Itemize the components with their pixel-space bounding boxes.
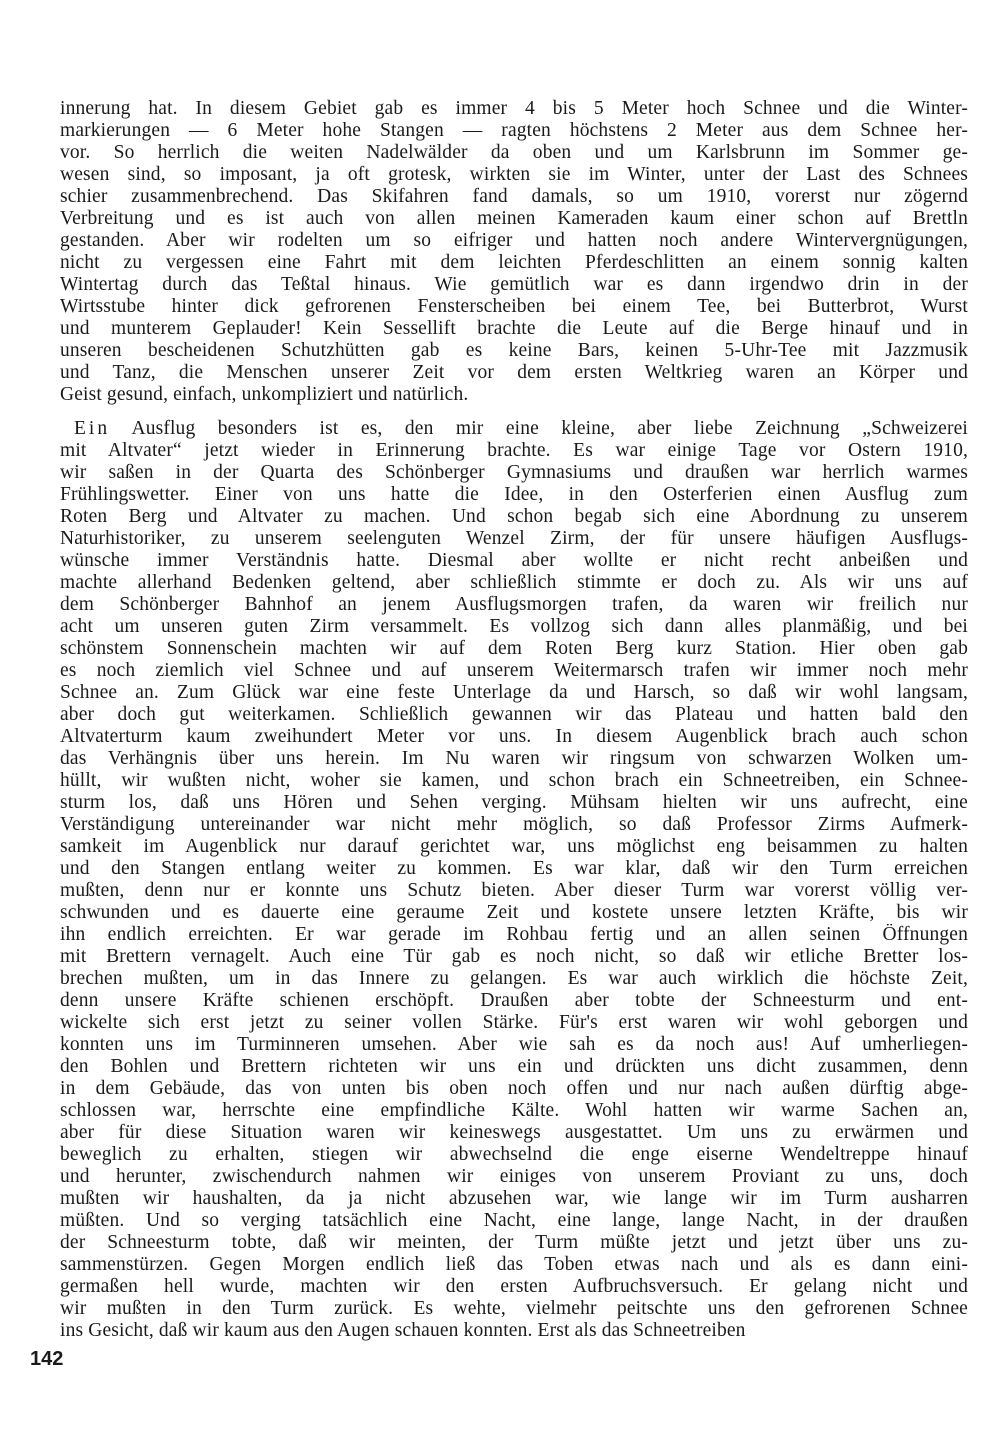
line-text: Ausflug besonders ist es, den mir eine kleine, aber liebe Zeichnung „Schweizerei [110, 418, 968, 439]
text-line: konnten uns im Turminneren umsehen. Aber wie sah es da noch aus! Auf umherliegen- [60, 1034, 968, 1055]
text-line: gestanden. Aber wir rodelten um so eifriger und hatten noch andere Wintervergnügungen, [60, 230, 968, 251]
text-line: und herunter, zwischendurch nahmen wir einiges von unserem Proviant zu uns, doch [60, 1166, 968, 1187]
text-line: Schnee an. Zum Glück war eine feste Unterlage da und Harsch, so daß wir wohl langsam, [60, 682, 968, 703]
text-line: Frühlingswetter. Einer von uns hatte die Idee, in den Osterferien einen Ausflug zum [60, 484, 968, 505]
text-line: mußten, denn nur er konnte uns Schutz bieten. Aber dieser Turm war vorerst völlig ver- [60, 880, 968, 901]
page-number: 142 [30, 1348, 64, 1370]
text-line: mußten wir haushalten, da ja nicht abzusehen war, wie lange wir im Turm ausharren [60, 1188, 968, 1209]
paragraph-2 [60, 418, 968, 1342]
text-line: Geist gesund, einfach, unkompliziert und natürlich. [60, 384, 469, 405]
text-line: germaßen hell wurde, machten wir den ersten Aufbruchsversuch. Er gelang nicht und [60, 1276, 968, 1297]
text-line: Wintertag durch das Teßtal hinaus. Wie gemütlich war es dann irgendwo drin in der [60, 274, 968, 295]
text-line: samkeit im Augenblick nur darauf gerichtet war, uns möglichst eng beisammen zu halten [60, 836, 968, 857]
text-line: schlossen war, herrschte eine empfindliche Kälte. Wohl hatten wir warme Sachen an, [60, 1100, 968, 1121]
text-line: aber doch gut weiterkamen. Schließlich gewannen wir das Plateau und hatten bald den [60, 704, 968, 725]
text-line: Roten Berg und Altvater zu machen. Und schon begab sich eine Abordnung zu unserem [60, 506, 968, 527]
text-line [60, 418, 968, 440]
paragraph-1 [60, 98, 968, 406]
text-line: innerung hat. In diesem Gebiet gab es immer 4 bis 5 Meter hoch Schnee und die Winter- [60, 98, 968, 119]
text-line: es noch ziemlich viel Schnee und auf unserem Weitermarsch trafen wir immer noch mehr [60, 660, 968, 681]
text-line: wir mußten in den Turm zurück. Es wehte, vielmehr peitschte uns den gefrorenen Schnee [60, 1298, 968, 1319]
text-line: acht um unseren guten Zirm versammelt. Es vollzog sich dann alles planmäßig, und bei [60, 616, 968, 637]
text-line: mit Altvater“ jetzt wieder in Erinnerung brachte. Es war einige Tage vor Ostern 1910, [60, 440, 968, 461]
text-line: sturm los, daß uns Hören und Sehen verging. Mühsam hielten wir uns aufrecht, eine [60, 792, 968, 813]
text-line: Altvaterturm kaum zweihundert Meter vor uns. In diesem Augenblick brach auch schon [60, 726, 968, 747]
text-line: wünsche immer Verständnis hatte. Diesmal aber wollte er nicht recht anbeißen und [60, 550, 968, 571]
text-line: Verständigung untereinander war nicht mehr möglich, so daß Professor Zirms Aufmerk- [60, 814, 968, 835]
text-line: und Tanz, die Menschen unserer Zeit vor dem ersten Weltkrieg waren an Körper und [60, 362, 968, 383]
text-line: unseren bescheidenen Schutzhütten gab es keine Bars, keinen 5-Uhr-Tee mit Jazzmusik [60, 340, 968, 361]
text-line: in dem Gebäude, das von unten bis oben noch offen und nur nach außen dürftig abge- [60, 1078, 968, 1099]
text-line: das Verhängnis über uns herein. Im Nu waren wir ringsum von schwarzen Wolken um- [60, 748, 968, 769]
text-line: vor. So herrlich die weiten Nadelwälder da oben und um Karlsbrunn im Sommer ge- [60, 142, 968, 163]
text-line: markierungen — 6 Meter hohe Stangen — ragten höchstens 2 Meter aus dem Schnee her- [60, 120, 968, 141]
text-line: nicht zu vergessen eine Fahrt mit dem leichten Pferdeschlitten an einem sonnig kalten [60, 252, 968, 273]
text-line: brechen mußten, um in das Innere zu gelangen. Es war auch wirklich die höchste Zeit, [60, 968, 968, 989]
text-line: wir saßen in der Quarta des Schönberger Gymnasiums und draußen war herrlich warmes [60, 462, 968, 483]
text-line: und munterem Geplauder! Kein Sessellift brachte die Leute auf die Berge hinauf und in [60, 318, 968, 339]
text-line: hüllt, wir wußten nicht, woher sie kamen, und schon brach ein Schneetreiben, ein Schnee- [60, 770, 968, 791]
text-line: mit Brettern vernagelt. Auch eine Tür gab es noch nicht, so daß wir etliche Bretter los- [60, 946, 968, 967]
text-line: Verbreitung und es ist auch von allen meinen Kameraden kaum einer schon auf Brettln [60, 208, 968, 229]
text-line: machte allerhand Bedenken geltend, aber schließlich stimmte er doch zu. Als wir uns auf [60, 572, 968, 593]
text-line: denn unsere Kräfte schienen erschöpft. Draußen aber tobte der Schneesturm und ent- [60, 990, 968, 1011]
text-line: sammenstürzen. Gegen Morgen endlich ließ das Toben etwas nach und als es dann eini- [60, 1254, 968, 1275]
text-line: Naturhistoriker, zu unserem seelenguten Wenzel Zirm, der für unsere häufigen Ausflugs- [60, 528, 968, 549]
text-line: und den Stangen entlang weiter zu kommen. Es war klar, daß wir den Turm erreichen [60, 858, 968, 879]
text-line: ins Gesicht, daß wir kaum aus den Augen schauen konnten. Erst als das Schneetreiben [60, 1320, 746, 1341]
text-line: der Schneesturm tobte, daß wir meinten, der Turm müßte jetzt und jetzt über uns zu- [60, 1232, 968, 1253]
text-line: ihn endlich erreichten. Er war gerade im Rohbau fertig und an allen seinen Öffnungen [60, 924, 968, 945]
lead-word: Ein [74, 418, 111, 439]
text-line: Wirtsstube hinter dick gefrorenen Fensterscheiben bei einem Tee, bei Butterbrot, Wurst [60, 296, 968, 317]
text-line: den Bohlen und Brettern richteten wir uns ein und drückten uns dicht zusammen, denn [60, 1056, 968, 1077]
text-line: wesen sind, so imposant, ja oft grotesk, wirkten sie im Winter, unter der Last des Schnees [60, 164, 968, 185]
text-line: aber für diese Situation waren wir keineswegs ausgestattet. Um uns zu erwärmen und [60, 1122, 968, 1143]
text-line: schier zusammenbrechend. Das Skifahren fand damals, so um 1910, vorerst nur zögernd [60, 186, 968, 207]
text-line: wickelte sich erst jetzt zu seiner vollen Stärke. Für's erst waren wir wohl geborgen und [60, 1012, 968, 1033]
text-line: beweglich zu erhalten, stiegen wir abwechselnd die enge eiserne Wendeltreppe hinauf [60, 1144, 968, 1165]
text-line: schönstem Sonnenschein machten wir auf dem Roten Berg kurz Station. Hier oben gab [60, 638, 968, 659]
text-line: dem Schönberger Bahnhof an jenem Ausflugsmorgen trafen, da waren wir freilich nur [60, 594, 968, 615]
text-line: schwunden und es dauerte eine geraume Zeit und kostete unsere letzten Kräfte, bis wir [60, 902, 968, 923]
page-body [60, 98, 968, 1342]
text-line: müßten. Und so verging tatsächlich eine Nacht, eine lange, lange Nacht, in der draußen [60, 1210, 968, 1231]
